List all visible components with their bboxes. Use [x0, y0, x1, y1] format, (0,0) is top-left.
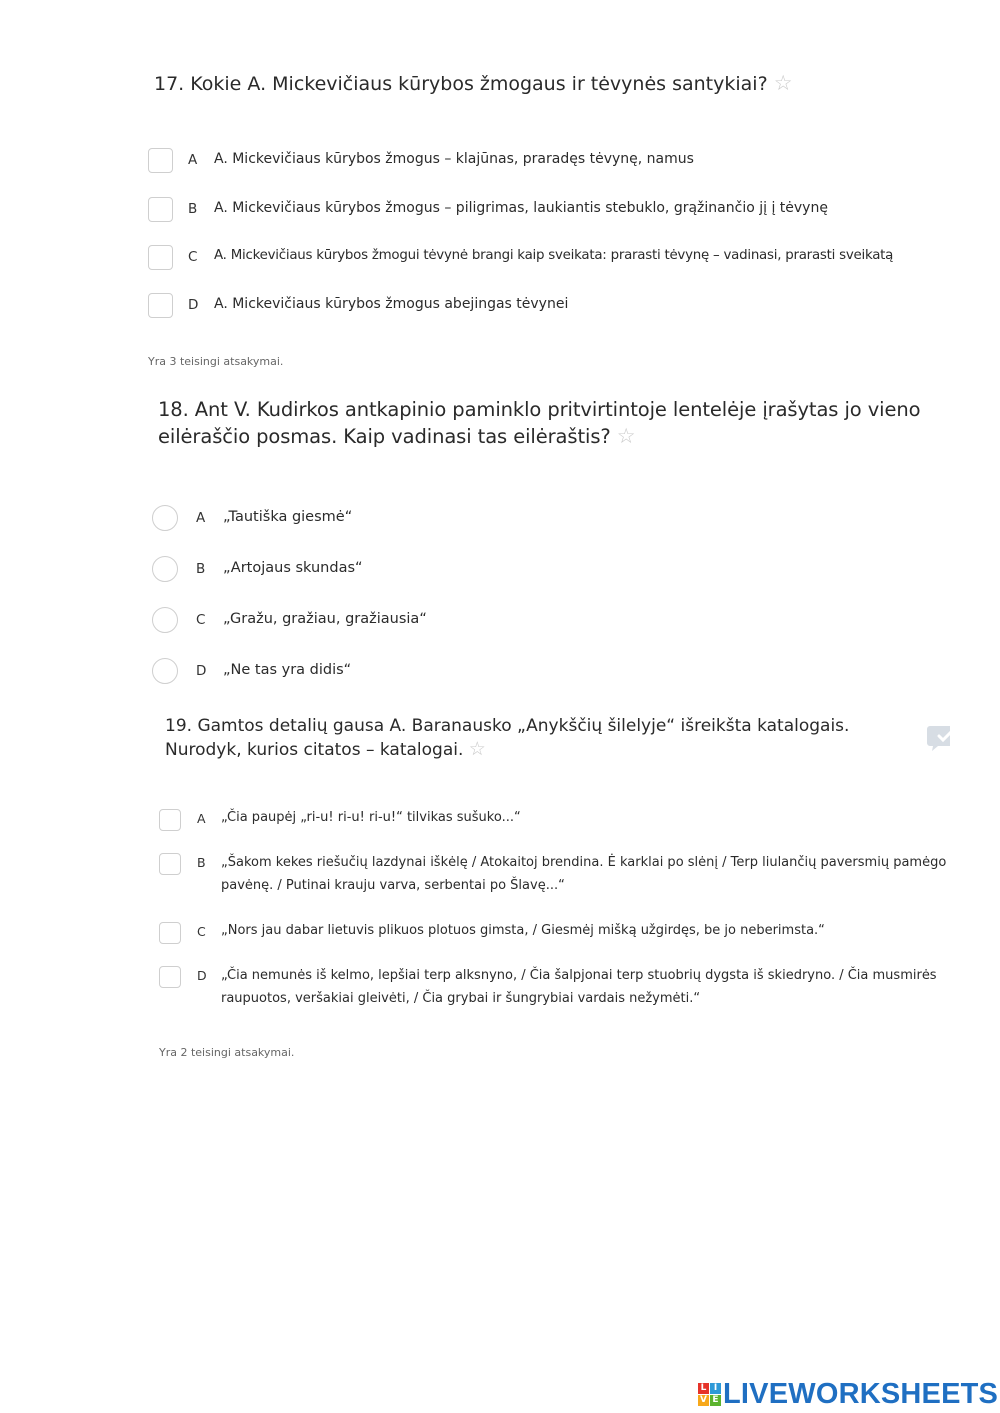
option-letter: D: [196, 663, 207, 679]
q17-option-c[interactable]: [148, 245, 893, 270]
checkbox-icon[interactable]: [159, 966, 181, 988]
feedback-bubble-icon[interactable]: [926, 724, 950, 752]
question-19-line1: 19. Gamtos detalių gausa A. Baranausko „Anykščių šilelyje“ išreikšta katalogais.: [165, 716, 850, 736]
logo-mark-icon: [698, 1383, 721, 1406]
logo-mark-letter: I: [710, 1383, 721, 1394]
q17-option-a[interactable]: [148, 148, 694, 173]
option-letter: A: [188, 152, 198, 168]
star-icon[interactable]: ☆: [773, 71, 793, 95]
checkbox-icon[interactable]: [159, 853, 181, 875]
checkbox-icon[interactable]: [148, 245, 173, 270]
option-letter: B: [188, 201, 198, 217]
checkbox-icon[interactable]: [159, 922, 181, 944]
option-letter: B: [196, 561, 206, 577]
option-letter: A: [196, 510, 206, 526]
option-letter: C: [197, 924, 206, 939]
question-18-line1: 18. Ant V. Kudirkos antkapinio paminklo pritvirtintoje lentelėje įrašytas jo vieno: [158, 398, 921, 421]
option-text: „Gražu, gražiau, gražiausia“: [223, 611, 427, 627]
checkbox-icon[interactable]: [148, 293, 173, 318]
question-17-title: [154, 70, 793, 97]
star-icon[interactable]: ☆: [616, 424, 636, 448]
option-text: A. Mickevičiaus kūrybos žmogus abejingas tėvynei: [214, 296, 569, 312]
q19-option-c[interactable]: [159, 922, 825, 944]
checkbox-icon[interactable]: [148, 197, 173, 222]
option-text: A. Mickevičiaus kūrybos žmogus – klajūnas, praradęs tėvynę, namus: [214, 151, 694, 167]
logo-text: LIVEWORKSHEETS: [723, 1378, 999, 1410]
radio-icon[interactable]: [152, 505, 178, 531]
question-17-text: 17. Kokie A. Mickevičiaus kūrybos žmogaus ir tėvynės santykiai?: [154, 73, 768, 95]
q17-option-b[interactable]: [148, 197, 828, 222]
q19-option-d[interactable]: [159, 966, 949, 1010]
option-text: „Čia paupėj „ri-u! ri-u! ri-u!“ tilvikas sušuko...“: [221, 810, 521, 825]
radio-icon[interactable]: [152, 556, 178, 582]
liveworksheets-logo: [698, 1378, 998, 1411]
option-letter: C: [188, 249, 198, 265]
checkbox-icon[interactable]: [148, 148, 173, 173]
q18-option-c[interactable]: [152, 607, 427, 633]
checkbox-icon[interactable]: [159, 809, 181, 831]
question-19-line2: Nurodyk, kurios citatos – katalogai.: [165, 740, 464, 760]
option-text: „Ne tas yra didis“: [223, 662, 352, 678]
q19-note: Yra 2 teisingi atsakymai.: [159, 1046, 295, 1059]
logo-mark-letter: L: [698, 1383, 709, 1394]
radio-icon[interactable]: [152, 607, 178, 633]
logo-mark-letter: E: [710, 1395, 721, 1406]
option-text: A. Mickevičiaus kūrybos žmogus – piligrimas, laukiantis stebuklo, grąžinančio jį į tėvynę: [214, 200, 828, 216]
star-icon[interactable]: ☆: [468, 738, 486, 760]
q17-option-d[interactable]: [148, 293, 568, 318]
q18-option-b[interactable]: [152, 556, 363, 582]
option-text: A. Mickevičiaus kūrybos žmogui tėvynė brangi kaip sveikata: prarasti tėvynę – vadinasi, prarasti sveikatą: [214, 248, 894, 263]
option-text: „Čia nemunės iš kelmo, lepšiai terp alksnyno, / Čia šalpjonai terp stuobrių dygsta iš skiedryno. / Čia musmirės raupuotos, veršakiai gleivėti, / Čia grybai ir šungrybiai vardais nežymėti.“: [221, 968, 937, 1006]
option-letter: A: [197, 811, 206, 826]
option-letter: B: [197, 855, 206, 870]
q18-option-a[interactable]: [152, 505, 352, 531]
logo-mark-letter: V: [698, 1395, 709, 1406]
option-text: „Šakom kekes riešučių lazdynai iškėlę / Atokaitoj brendina. Ė karklai po slėnį / Terp liulančių paversmių pamėgo pavėnę. / Putinai krauju varva, serbentai po Šlavę...“: [221, 855, 947, 893]
radio-icon[interactable]: [152, 658, 178, 684]
option-text: „Artojaus skundas“: [223, 560, 363, 576]
option-text: „Nors jau dabar lietuvis plikuos plotuos gimsta, / Giesmėj mišką užgirdęs, be jo neberimsta.“: [221, 923, 825, 938]
question-19-title: [165, 715, 849, 762]
q19-option-b[interactable]: [159, 853, 949, 897]
option-text: „Tautiška giesmė“: [223, 509, 353, 525]
q19-option-a[interactable]: [159, 809, 521, 831]
option-letter: D: [188, 297, 199, 313]
q17-note: Yra 3 teisingi atsakymai.: [148, 355, 284, 368]
question-18-line2: eilėraščio posmas. Kaip vadinasi tas eilėraštis?: [158, 425, 611, 448]
option-letter: D: [197, 968, 207, 983]
question-18-title: [158, 397, 920, 450]
option-letter: C: [196, 612, 206, 628]
q18-option-d[interactable]: [152, 658, 351, 684]
